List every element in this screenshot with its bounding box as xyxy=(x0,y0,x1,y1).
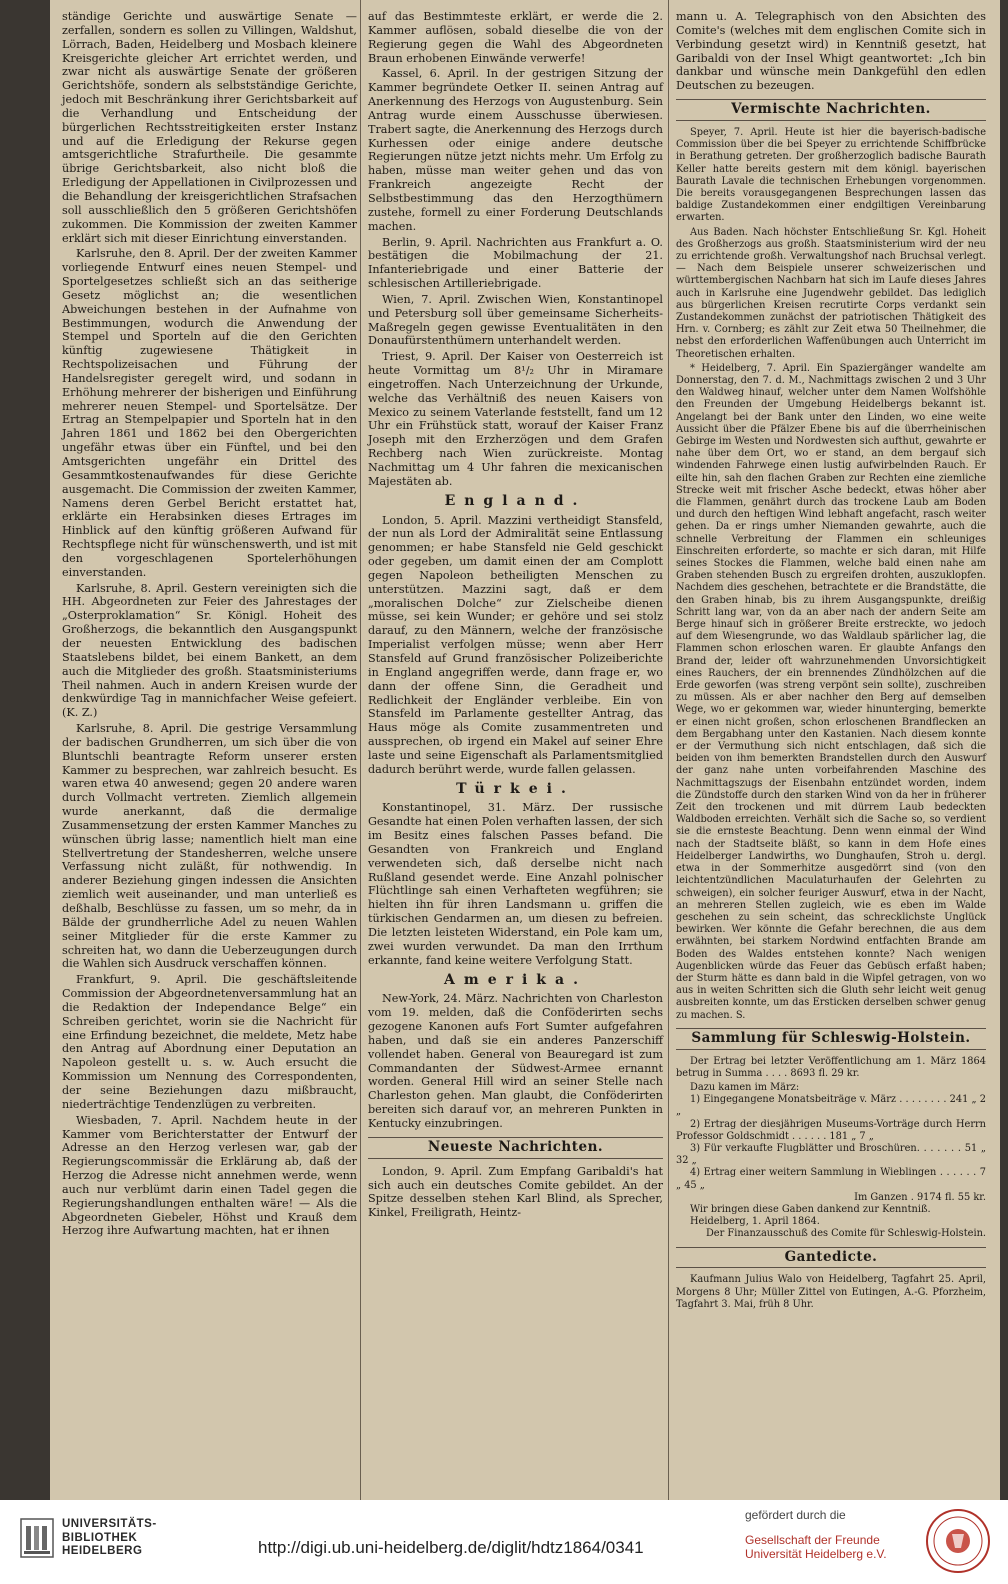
article-karlsruhe-grundherren: Karlsruhe, 8. April. Die gestrige Versammlung der badischen Grundherren, um sich über die von Bluntschli beantragte Reform unserer ersten Kammer zu besprechen, war zahlreich besucht. Es waren etwa 40 anwesend; gegen 20 andere waren durch Vollmacht vertreten. Ziemlich allgemein wurde anerkannt, daß die dermalige Zusammensetzung der ersten Kammer Manches zu wünschen übrig lasse; namentlich hielt man eine Stellvertretung der Standesherren, welche unsere Verfassung nicht zuläßt, für nothwendig. In anderer Beziehung gingen indessen die Ansichten ziemlich weit auseinander, und man unterließ es deßhalb, Beschlüsse zu fassen, um so mehr, da in Bälde der grundherrliche Adel zu neuen Wahlen seiner Mitglieder für die erste Kammer zu schreiten hat, wo dann die Ueberzeugungen durch die Wahlen sich Ausdruck verschaffen können. xyxy=(62,722,357,971)
library-name xyxy=(62,1518,157,1559)
column-2 xyxy=(368,10,663,1222)
article-new-york: New-York, 24. März. Nachrichten von Charleston vom 19. melden, daß die Conföderirten sechs gezogene Kanonen aufs Fort Sumter aufgefahren haben, und daß sie ein anderes Panzerschiff vollendet haben. General von Beauregard ist zum Commandanten der Südwest-Armee ernannt worden. General Hill wird an seiner Stelle nach Charleston gehen. Man glaubt, die Conföderirten bereiten sich darauf vor, an mehreren Punkten in Kentucky einzubringen. xyxy=(368,992,663,1130)
collection-item-3: 3) Für verkaufte Flugblätter und Broschüren. . . . . . . 51 „ 32 „ xyxy=(676,1143,986,1167)
collection-date: Heidelberg, 1. April 1864. xyxy=(690,1216,820,1228)
collection-item-2: 2) Ertrag der diesjährigen Museums-Vorträge durch Herrn Professor Goldschmidt . . . . . . 181 „ 7 „ xyxy=(676,1118,986,1142)
article-kassel: Kassel, 6. April. In der gestrigen Sitzung der Kammer begründete Oetker II. seinen Antrag auf Anerkennung des Herzogs von Augustenburg. Sein Antrag wurde einem Ausschusse überwiesen. Trabert sagte, die Anerkennung des Herzogs durch Kurhessen oder einige andere deutsche Regierungen nütze jetzt nichts mehr. Um Erfolg zu haben, müsse man weiter gehen und das von Frankreich angezeigte Recht der Selbstbestimmung das den Herzogthümern zustehe, formell zu einer Forderung Deutschlands machen. xyxy=(368,67,663,233)
library-name-line-3: HEIDELBERG xyxy=(62,1545,143,1557)
section-heading-tuerkei: Türkei. xyxy=(456,780,575,797)
funder-name xyxy=(745,1533,887,1561)
article-wiesbaden-continued: auf das Bestimmteste erklärt, er werde die 2. Kammer auflösen, sobald dieselbe die von der Regierung gegen die Wahl des Abgeordneten Braun erhobenen Einwände verwerfe! xyxy=(368,10,663,65)
article-heidelberg-brand: * Heidelberg, 7. April. Ein Spaziergänger wandelte am Donnerstag, den 7. d. M., Nachmittags zwischen 2 und 3 Uhr den Waldweg hinauf, welcher unter dem Namen Wolfshöhle den Freunden der Umgebung Heidelbergs bekannt ist. Angelangt bei der Bank unter den Linden, wo eine weite Aussicht über die Pfälzer Ebene bis auf die überrheinischen Gebirge im Westen und Nordwesten sich aufthut, gewahrte er nahe über dem Ort, wo er stand, an dem bergauf sich windenden Fahrwege einen lustig aufwirbelnden Rauch. Er eilte hin, sah den flachen Graben zur Rechten eine ziemliche Strecke weit mit frischer Asche bedeckt, etwas höher aber die Flammen, genährt durch das trockene Laub am Boden und durch den heftigen Wind lebhaft angefacht, rasch weiter gehen. Da er rings umher Niemanden gewahrte, auch die schnelle Verbreitung der Flammen ein schleuniges Einschreiten erforderte, so machte er sich daran, mit Hilfe seines Stockes die Flammen, welche bald einen nahe am Graben stehenden Busch zu ergreifen drohten, auszuklopfen. Nachdem dies geschehen, betrachtete er die Brandstätte, die den Graben hinab, bis zu ihrem Ausgangspunkte, dreißig Schritt lang war, von da an aber nach der andern Seite am Berge hinauf sich in größerer Breite erstreckte, wo jedoch auf dem Wiesengrunde, wo das Waldlaub spärlicher lag, die Flammen schon erloschen waren. Er glaubte Anfangs den Brand der, leider oft wahrzunehmenden Unvorsichtigkeit eines Rauchers, der ein brennendes Zündhölzchen auf die Erde geworfen (was streng verpönt sein sollte), zuschreiben zu müssen. Als er aber nachher den Berg auf demselben Wege, wo er gekommen war, wieder hinunterging, bemerkte er einen nicht großen, schon erloschenen Brandflecken an dem Bergabhang unter den Kastanien. Nach diesem konnte er der Vermuthung sich nicht entschlagen, daß sich die beiden von ihm bemerkten Brandstellen durch den Auswurf der ganz nahe unten vorbeifahrenden Maschine des Nachmittagszugs der Eisenbahn entzündet worden, indem die Zündstoffe durch den starken Wind von da her in früherer Zeit den trockenen und mit dürrem Laub bedeckten Waldboden erreichten. Verhält sich die Sache so, so verdient sie die ernsteste Beachtung. Denn wenn einmal der Wind nach der Stadtseite bläßt, so kann in dem Hofe eines Heidelberger Landwirths, wo Dunghaufen, Stroh u. dergl. etwa in der Sommerhitze ausgedörrt sind (von den leichtentzündlichen Maculaturhaufen der Gelehrten zu schweigen), ein solcher feuriger Auswurf, etwa in der Nacht, an mehreren Stellen zugleich, wie es eben im Walde geschehen zu sein scheint, das schrecklichste Unglück bewirken. Wer könnte die Gefahr berechnen, die aus dem erwähnten, bei starkem Nordwind entfachten Brande am Boden des Waldes entstehen konnte? Nach wenigen Augenblicken würde das Feuer das Gebüsch erfaßt haben; der Sturm hätte es dann bald in die Wipfel getragen, von wo aus in weiten Schritten sich die Gluth sehr leicht weit genug ausbreiten konnte, um das Ersticken derselben schwer genug zu machen. S. xyxy=(676,362,986,1021)
article-wiesbaden: Wiesbaden, 7. April. Nachdem heute in der Kammer vom Berichterstatter der Entwurf der Adresse an den Herzog verlesen war, gab der Regierungscommissär die Erklärung ab, daß der Herzog die Adresse nicht annehmen werde, wenn auch nur verblümt darin einen Tadel gegen die Regierungshandlungen enthalten wäre! — Als die Abgeordneten Giebeler, Höhst und Krauß dem Herzog ihre Aufwartung machten, hat er ihnen xyxy=(62,1113,357,1238)
column-rule-2 xyxy=(668,0,669,1500)
article-london-mazzini: London, 5. April. Mazzini vertheidigt Stansfeld, der nun als Lord der Admiralität seine Entlassung genommen; er habe Stansfeld nie Geld geschickt oder gegeben, um damit einen der am Complott gegen Napoleon betheiligten Menschen zu unterstützen. Mazzini sagt, daß er dem „moralischen Dolche“ zur Zielscheibe dienen müsse, sei kein Wunder; er gehöre und sei stolz darauf, zu den Männern, welche der französische Imperialist verfolgen müsse; wenn aber Herr Stansfeld auf Grund französischer Polizeiberichte in England angegriffen werde, dann frage er, wo dann der offene Sinn, die Geradheit und Redlichkeit der Engländer verbleibe. Ein von Stansfeld im Parlamente gestellter Antrag, das Haus möge als Comite zusammentreten und aussprechen, ob irgend ein Makel auf seiner Ehre laste und seine Eigenschaft als Parlamentsmitglied dadurch berührt werde, wurde fallen gelassen. xyxy=(368,513,663,776)
digitization-footer xyxy=(0,1500,1008,1584)
article-wien: Wien, 7. April. Zwischen Wien, Konstantinopel und Petersburg soll über gemeinsame Sicherheits-Maßregeln gegen gewisse Eventualitäten in den Donaufürstenthümern unterhandelt werden. xyxy=(368,292,663,348)
column-1 xyxy=(62,10,357,1240)
section-heading-vermischte-nachrichten: Vermischte Nachrichten. xyxy=(676,99,986,121)
collection-signature: Der Finanzausschuß des Comite für Schleswig-Holstein. xyxy=(705,1228,986,1240)
column-rule-1 xyxy=(360,0,361,1500)
gantedicte-entries: Kaufmann Julius Walo von Heidelberg, Tagfahrt 25. April, Morgens 8 Uhr; Müller Zittel von Eutingen, A.-G. Pforzheim, Tagfahrt 3. Mai, früh 8 Uhr. xyxy=(676,1274,986,1310)
article-berlin: Berlin, 9. April. Nachrichten aus Frankfurt a. O. bestätigen die Mobilmachung der 21. Infanteriebrigade und einer Batterie der schlesischen Artilleriebrigade. xyxy=(368,235,663,291)
article-triest: Triest, 9. April. Der Kaiser von Oesterreich ist heute Vormittag um 8¹/₂ Uhr in Miramare eingetroffen. Nach Unterzeichnung der Urkunde, welche das Verhältniß des neuen Kaisers von Mexico zu seinem Vaterlande feststellt, fand um 12 Uhr ein Frühstück statt, worauf der Kaiser Franz Joseph mit den Erzherzögen und dem Grafen Rechberg nach Wien zurückreiste. Montag Nachmittag um 4 Uhr fahren die mexicanischen Majestäten ab. xyxy=(368,350,663,488)
university-seal-icon xyxy=(925,1508,991,1574)
newspaper-page xyxy=(50,0,1000,1500)
collection-item-1: 1) Eingegangene Monatsbeiträge v. März . . . . . . . . 241 „ 2 „ xyxy=(676,1094,986,1118)
permalink-url[interactable]: http://digi.ub.uni-heidelberg.de/diglit/hdtz1864/0341 xyxy=(258,1538,644,1557)
section-heading-england: England. xyxy=(444,492,587,509)
library-name-line-1: UNIVERSITÄTS- xyxy=(62,1518,157,1530)
section-heading-amerika: Amerika. xyxy=(444,971,587,988)
article-karlsruhe-stempel: Karlsruhe, den 8. April. Der der zweiten Kammer vorliegende Entwurf eines neuen Stempel- und Sportelgesetzes schließt sich an das seitherige Gesetz möglichst an; die wesentlichen Abweichungen bestehen in der Aufnahme von Bestimmungen, wodurch die Anwendung der Stempel und Sporteln auf die den Gerichten künftig zugewiesene Thätigkeit in Rechtspolizeisachen und Führung der Handelsregister geregelt wird, und sodann in Erhöhung mehrerer der bisherigen und Einführung mehrerer neuen Stempel- und Sportelsätze. Der Ertrag an Stempelpapier und Sporteln hat in den Jahren 1861 und 1862 bei den Obergerichten ungefähr etwas über ein Fünftel, und bei den Amtsgerichten ungefähr ein Drittel des Gesammtkostenaufwandes für diese Gerichte ausgemacht. Die Commission der zweiten Kammer, Namens deren Gerbel Bericht erstattet hat, erklärte ein Herabsinken dieses Ertrages im Hinblick auf den künftig größeren Aufwand für Rechtspflege nicht für wünschenswerth, und ist mit den vorgeschlagenen Sportelerhöhungen einverstanden. xyxy=(62,247,357,579)
article-london-garibaldi: London, 9. April. Zum Empfang Garibaldi's hat sich auch ein deutsches Comite gebildet. An der Spitze desselben stehen Karl Blind, als Sprecher, Kinkel, Freiligrath, Heintz- xyxy=(368,1164,663,1220)
article-speyer: Speyer, 7. April. Heute ist hier die bayerisch-badische Commission über die bei Speyer zu errichtende Schiffbrücke in Berathung getreten. Der großherzoglich badische Baurath Keller hatte bereits gestern mit dem königl. bayerischen Baurath Lavale die technischen Erhebungen vorgenommen. Die bereits vorausgegangenen Besprechungen lassen das baldige Zustandekommen einer endgiltigen Vereinbarung erwarten. xyxy=(676,126,986,224)
article-frankfurt: Frankfurt, 9. April. Die geschäftsleitende Commission der Abgeordnetenversammlung hat an die Redaktion der Independance Belge“ ein Schreiben gerichtet, worin sie die Nachricht für eine Erfindung bezeichnet, die meldete, Metz habe den Antrag auf Abordnung einer Deputation an Napoleon gestellt u. s. w. Auch ersucht die Kommission um Nennung des Correspondenten, der seine Beziehungen dazu mißbraucht, niederträchtige Tendenzlügen zu verbreiten. xyxy=(62,973,357,1111)
article-continuation: ständige Gerichte und auswärtige Senate — zerfallen, sondern es sollen zu Villingen, Waldshut, Lörrach, Baden, Heidelberg und Mosbach kleinere Kreisgerichte gleicher Art errichtet werden, und zwar nicht als auswärtige Senate der größeren Gerichtshöfe, sondern als selbstständige Gerichte, jedoch mit Beschränkung ihrer Gerichtsbarkeit auf die Verhandlung und Entscheidung der bürgerlichen Rechtsstreitigkeiten erster Instanz und auf die Erledigung der Rekurse gegen amtsgerichtliche Strafurtheile. Die gesammte übrige Gerichtsbarkeit, also nicht bloß die Erledigung der Appellationen in Civilprozessen und die Behandlung der kreisgerichtlichen Strafsachen soll ausschließlich den 5 größeren Gerichtshöfen zukommen. Die Kommission der zweiten Kammer erklärt sich mit dieser Einrichtung einverstanden. xyxy=(62,10,357,245)
collection-thanks: Wir bringen diese Gaben dankend zur Kenntniß. xyxy=(690,1204,931,1216)
funder-name-line-2: Universität Heidelberg e.V. xyxy=(745,1547,887,1561)
funder-caption: gefördert durch die xyxy=(745,1508,846,1522)
funder-name-line-1: Gesellschaft der Freunde xyxy=(745,1533,880,1547)
article-karlsruhe-osterproklamation: Karlsruhe, 8. April. Gestern vereinigten sich die HH. Abgeordneten zur Feier des Jahrestages der „Osterproklamation“ Sr. Königl. Hoheit des Großherzogs, die bekanntlich den Ausgangspunkt der neuesten Entwicklung des badischen Staatslebens bildet, bei einem Bankett, an dem auch die Mitglieder des großh. Staatsministeriums Theil nahmen. Auch in andern Kreisen wurde der denkwürdige Tag in mannichfacher Weise gefeiert. (K. Z.) xyxy=(62,581,357,720)
library-name-line-2: BIBLIOTHEK xyxy=(62,1531,138,1544)
collection-intro: Dazu kamen im März: xyxy=(690,1081,800,1093)
column-3 xyxy=(676,10,986,1313)
section-heading-sammlung: Sammlung für Schleswig-Holstein. xyxy=(676,1028,986,1050)
article-konstantinopel: Konstantinopel, 31. März. Der russische Gesandte hat einen Polen verhaften lassen, der sich im Besitz eines falschen Passes befand. Die Gesandten von Frankreich und England verwendeten sich, daß derselbe nicht nach Rußland gesendet werde. Eine Anzahl polnischer Flüchtlinge sah einen Verhafteten wegführen; sie hielten ihn für ihren Landsmann u. griffen die türkischen Gendarmen an, um diesen zu befreien. Die letzten leisteten Widerstand, ein Pole kam um, zwei wurden verwundet. Da man den Irrthum erkannte, fand keine weitere Verfolgung Statt. xyxy=(368,801,663,967)
article-garibaldi-continued: mann u. A. Telegraphisch von den Absichten des Comite's (welches mit dem englischen Comite sich in Verbindung gesetzt wird) in Kenntniß gesetzt, hat Garibaldi von der Insel Whigt geantwortet: „Ich bin dankbar und wünsche mein Dankgefühl den edlen Deutschen zu bezeugen. xyxy=(676,10,986,93)
collection-item-4: 4) Ertrag einer weitern Sammlung in Wieblingen . . . . . . 7 „ 45 „ xyxy=(676,1167,986,1191)
collection-previous-total: Der Ertrag bei letzter Veröffentlichung am 1. März 1864 betrug in Summa . . . . 8693 fl. 29 kr. xyxy=(676,1055,986,1079)
article-aus-baden: Aus Baden. Nach höchster Entschließung Sr. Kgl. Hoheit des Großherzogs aus großh. Staatsministerium wird der neu zu errichtende großh. Verwaltungshof nach Bruchsal verlegt. — Nach dem Beispiele unserer schweizerischen und württembergischen Nachbarn hat sich im Laufe dieses Jahres auch in Karlsruhe eine Jugendwehr gebildet. Das lediglich aus bürgerlichen Kreisen recrutirte Corps verdankt sein Zustandekommen zunächst der patriotischen Thätigkeit des Hrn. v. Cornberg; es zählt zur Zeit etwa 50 Theilnehmer, die nebst den erforderlichen Waffenübungen auch Unterricht im Theoretischen erhalten. xyxy=(676,226,986,360)
section-heading-neueste-nachrichten: Neueste Nachrichten. xyxy=(368,1137,663,1159)
collection-total: Im Ganzen . 9174 fl. 55 kr. xyxy=(854,1191,986,1203)
section-heading-gantedicte: Gantedicte. xyxy=(676,1247,986,1269)
library-logo-icon xyxy=(20,1518,54,1558)
